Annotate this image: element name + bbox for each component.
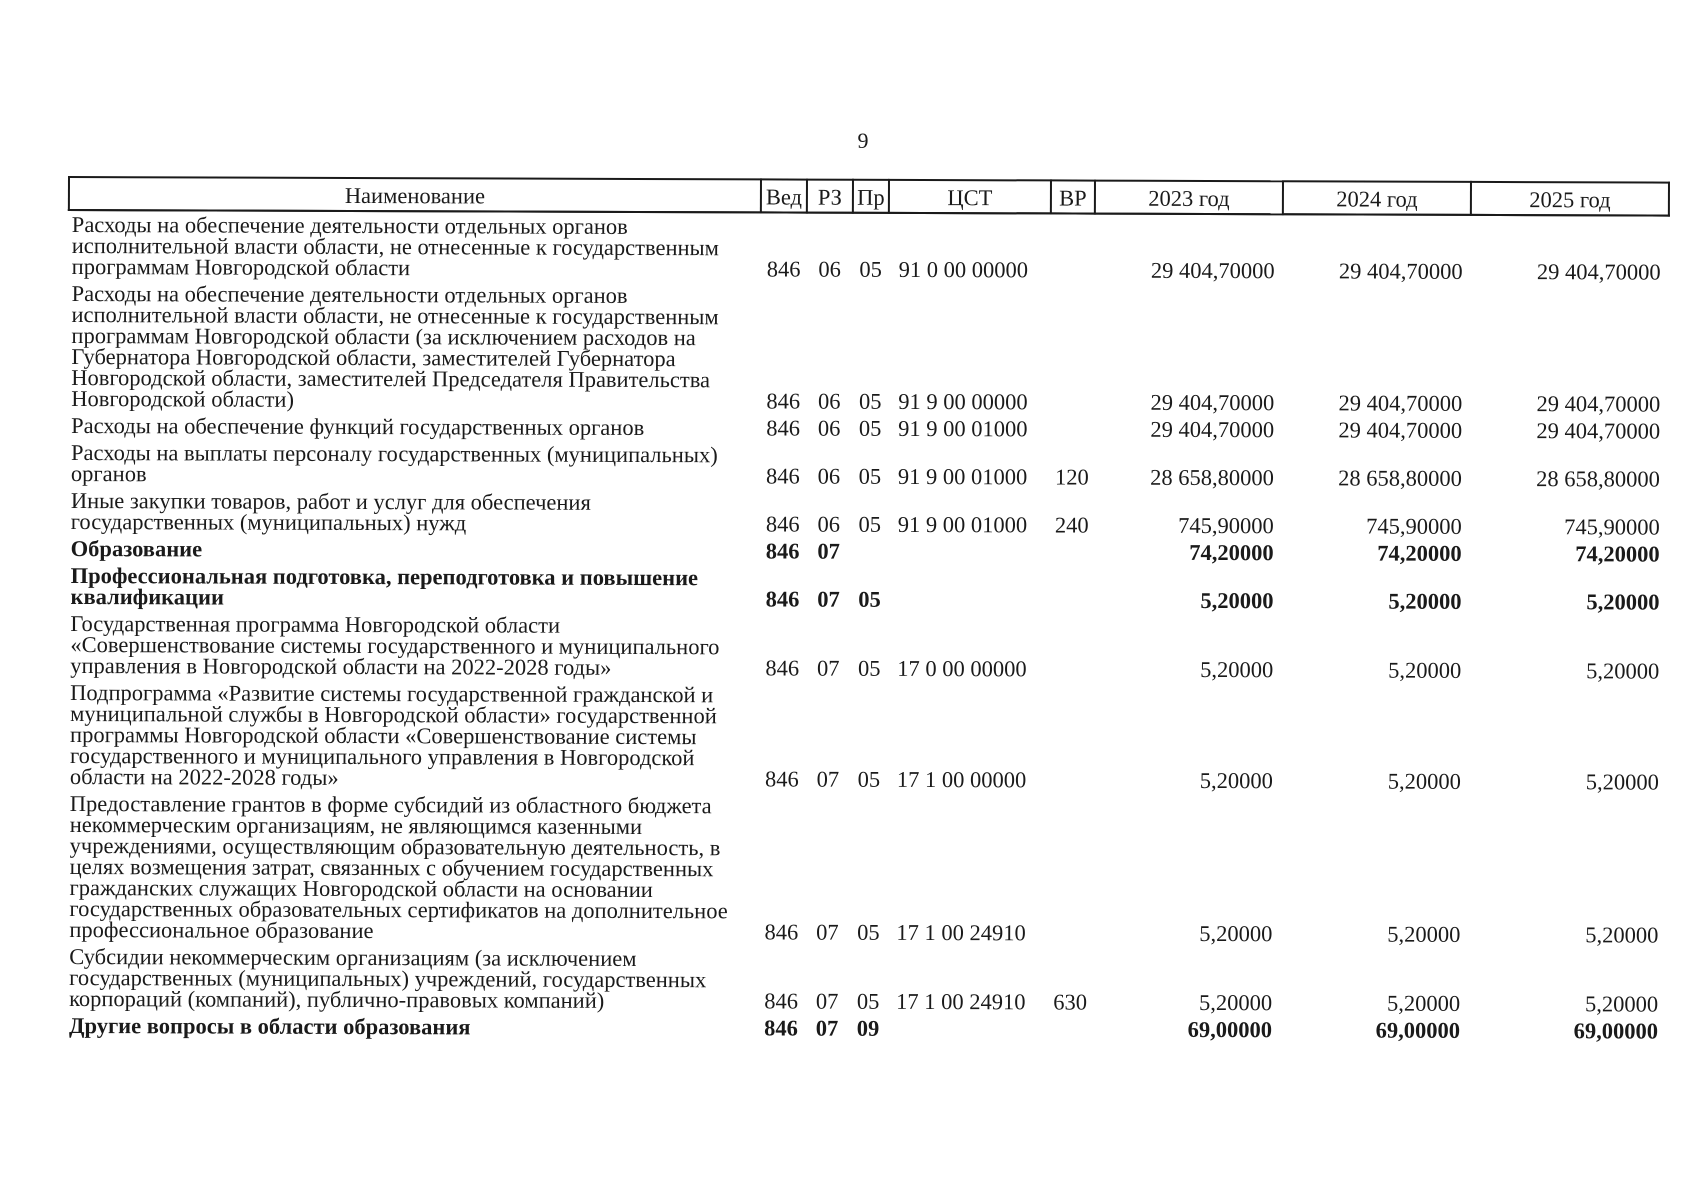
- cell-vr: 120: [1055, 464, 1089, 490]
- table-row: [68, 280, 1668, 418]
- header-ved: Вед: [761, 179, 807, 212]
- cell-vr: [1048, 1015, 1092, 1042]
- cell-name: Профессиональная подготовка, переподготовка и повышение квалификации: [70, 563, 699, 610]
- cell-vr: 240: [1054, 512, 1089, 538]
- cell-y2025: 28 658,80000: [1536, 466, 1660, 492]
- page-number: 9: [857, 128, 869, 153]
- cell-rz: 06: [817, 511, 841, 537]
- header-2024: 2024 год: [1283, 181, 1471, 215]
- cell-y2024: 29 404,70000: [1338, 258, 1463, 284]
- cell-y2024: 5,20000: [1388, 657, 1462, 683]
- table-body: [66, 210, 1669, 1045]
- cell-cst: [888, 538, 1050, 566]
- cell-y2023: 69,00000: [1187, 1016, 1273, 1043]
- cell-ved: 846: [765, 511, 800, 537]
- cell-y2025: 5,20000: [1586, 658, 1660, 684]
- cell-vr: [1049, 682, 1093, 793]
- cell-ved: 846: [765, 655, 800, 681]
- cell-pr: 05: [859, 256, 882, 282]
- cell-name: Предоставление грантов в форме субсидий из областного бюджета некоммерческим организациям, не являющимся казенными учреждениями, осуществляющим образовательную деятельность, в целях возмещения затрат, связанных с обучением государственных гражданских служащих Новгородской области на основании государственных образовательных сертификатов на дополнительное профессиональное образование: [69, 791, 728, 944]
- header-pr: Пр: [853, 180, 889, 213]
- cell-cst: [887, 565, 1049, 614]
- cell-rz: 07: [816, 766, 840, 792]
- header-vr: ВР: [1051, 180, 1095, 213]
- cell-name: Расходы на выплаты персоналу государственных (муниципальных) органов: [70, 440, 718, 487]
- cell-y2023: 74,20000: [1189, 539, 1274, 566]
- cell-ved: 846: [766, 415, 801, 441]
- header-name: Наименование: [69, 177, 761, 212]
- cell-pr: 05: [858, 586, 881, 612]
- cell-vr: 630: [1053, 989, 1088, 1015]
- cell-y2025: 74,20000: [1575, 541, 1660, 567]
- cell-rz: 06: [818, 256, 841, 282]
- cell-cst: [886, 1015, 1048, 1043]
- cell-y2023: 28 658,80000: [1150, 464, 1274, 491]
- cell-y2023: 29 404,70000: [1150, 389, 1275, 416]
- cell-rz: 07: [817, 538, 840, 564]
- cell-ved: 846: [765, 538, 800, 564]
- cell-vr: [1049, 565, 1093, 613]
- cell-vr: [1050, 283, 1094, 415]
- cell-y2023: 29 404,70000: [1150, 257, 1275, 284]
- cell-y2024: 28 658,80000: [1338, 465, 1462, 491]
- cell-y2023: 5,20000: [1200, 656, 1274, 683]
- cell-vr: [1050, 538, 1094, 565]
- cell-y2024: 5,20000: [1386, 990, 1461, 1016]
- cell-y2023: 5,20000: [1199, 920, 1273, 947]
- cell-y2025: 29 404,70000: [1536, 259, 1661, 285]
- cell-vr: [1049, 613, 1093, 682]
- cell-y2025: 29 404,70000: [1536, 418, 1661, 444]
- cell-pr: 05: [858, 388, 882, 414]
- cell-name: Иные закупки товаров, работ и услуг для обеспечения государственных (муниципальных) нужд: [70, 488, 591, 536]
- table-row: [66, 1012, 1666, 1045]
- cell-y2025: 29 404,70000: [1536, 391, 1661, 417]
- cell-ved: 846: [766, 388, 801, 414]
- cell-pr: 05: [856, 988, 880, 1014]
- cell-y2023: 745,90000: [1178, 512, 1274, 539]
- cell-y2025: 5,20000: [1586, 589, 1660, 615]
- table-row: [68, 439, 1668, 493]
- cell-rz: 06: [817, 463, 841, 489]
- cell-name: Расходы на обеспечение функций государственных органов: [71, 413, 645, 441]
- cell-cst: 17 1 00 00000: [896, 766, 1027, 793]
- cell-ved: 846: [766, 256, 801, 282]
- cell-rz: 07: [816, 919, 839, 945]
- cell-y2023: 5,20000: [1200, 587, 1274, 614]
- cell-pr: [852, 538, 888, 565]
- cell-pr: 05: [857, 655, 881, 681]
- cell-rz: 06: [817, 388, 841, 414]
- cell-rz: 06: [817, 415, 841, 441]
- cell-ved: 846: [764, 988, 799, 1014]
- cell-y2023: 5,20000: [1198, 989, 1273, 1016]
- cell-y2023: 29 404,70000: [1150, 416, 1275, 443]
- cell-ved: 846: [764, 919, 799, 945]
- cell-y2024: 5,20000: [1387, 921, 1461, 947]
- cell-y2025: 745,90000: [1564, 514, 1660, 540]
- cell-cst: 91 9 00 01000: [897, 463, 1028, 490]
- header-2025: 2025 год: [1471, 182, 1669, 216]
- cell-y2024: 29 404,70000: [1338, 417, 1463, 443]
- cell-ved: 846: [765, 586, 800, 612]
- header-2023: 2023 год: [1095, 181, 1283, 215]
- cell-y2024: 5,20000: [1388, 588, 1462, 614]
- cell-vr: [1050, 415, 1094, 442]
- cell-pr: 05: [858, 463, 882, 489]
- cell-ved: 846: [766, 463, 800, 489]
- cell-name: Расходы на обеспечение деятельности отдельных органов исполнительной власти области, не отнесенные к государственным программам Новгородской области: [71, 212, 719, 281]
- table-row: [68, 487, 1668, 541]
- cell-y2024: 74,20000: [1377, 540, 1462, 566]
- table-row: [66, 943, 1666, 1018]
- cell-cst: 91 0 00 00000: [898, 256, 1029, 283]
- cell-cst: 91 9 00 01000: [898, 415, 1028, 442]
- cell-y2025: 5,20000: [1585, 922, 1659, 948]
- cell-name: Субсидии некоммерческим организациям (за исключением государственных (муниципальных) учреждений, государственных корпораций (компаний), публично-правовых компаний): [69, 944, 707, 1013]
- cell-rz: 07: [816, 655, 840, 681]
- cell-rz: 07: [815, 988, 839, 1014]
- cell-y2025: 69,00000: [1573, 1018, 1659, 1044]
- cell-name: Образование: [70, 536, 203, 562]
- table-row: [66, 790, 1667, 949]
- cell-name: Другие вопросы в области образования: [68, 1013, 471, 1040]
- cell-ved: 846: [764, 766, 799, 792]
- cell-name: Государственная программа Новгородской области «Совершенствование системы государственного и муниципального управления в Новгородской области на 2022-2028 годы»: [70, 611, 720, 680]
- cell-y2025: 5,20000: [1584, 991, 1659, 1017]
- table-row: [67, 679, 1667, 796]
- cell-ved: 846: [764, 1015, 798, 1041]
- cell-y2024: 745,90000: [1366, 513, 1462, 539]
- table-header-row: [69, 177, 1669, 216]
- cell-name: Расходы на обеспечение деятельности отдельных органов исполнительной власти области, не отнесенные к государственным программам Новгородской области (за исключением расходов на Губернатора Новгородской области, заместителей Губернатора Новгородской области, заместителей Председателя Правительства Новгородской области): [71, 281, 719, 412]
- cell-y2023: 5,20000: [1199, 767, 1273, 794]
- cell-pr: 09: [856, 1015, 880, 1041]
- header-rz: РЗ: [807, 180, 853, 213]
- cell-y2024: 69,00000: [1375, 1017, 1461, 1043]
- cell-pr: 05: [857, 766, 881, 792]
- cell-y2025: 5,20000: [1585, 769, 1659, 795]
- cell-rz: 07: [815, 1015, 839, 1041]
- cell-cst: 17 0 00 00000: [897, 655, 1027, 682]
- cell-cst: 17 1 00 24910: [896, 919, 1026, 946]
- cell-cst: 91 9 00 01000: [897, 511, 1028, 538]
- cell-pr: 05: [857, 919, 880, 945]
- cell-name: Подпрограмма «Развитие системы государственной гражданской и муниципальной службы в Новгородской области» государственной программы Новгородской области «Совершенствование системы государственного и муниципального управления в Новгородской области на 2022-2028 годы»: [69, 680, 717, 790]
- cell-pr: 05: [858, 511, 882, 537]
- table-row: [67, 610, 1667, 685]
- cell-y2024: 5,20000: [1387, 768, 1461, 794]
- table-row: [69, 210, 1669, 286]
- cell-cst: 17 1 00 24910: [896, 988, 1026, 1015]
- cell-vr: [1051, 213, 1095, 283]
- header-cst: ЦСТ: [889, 180, 1051, 214]
- cell-rz: 07: [817, 586, 840, 612]
- cell-vr: [1048, 793, 1093, 946]
- cell-cst: 91 9 00 00000: [898, 388, 1028, 415]
- table-row: [67, 562, 1667, 616]
- budget-table: [65, 176, 1670, 1045]
- cell-y2024: 29 404,70000: [1338, 390, 1463, 416]
- cell-pr: 05: [858, 415, 882, 441]
